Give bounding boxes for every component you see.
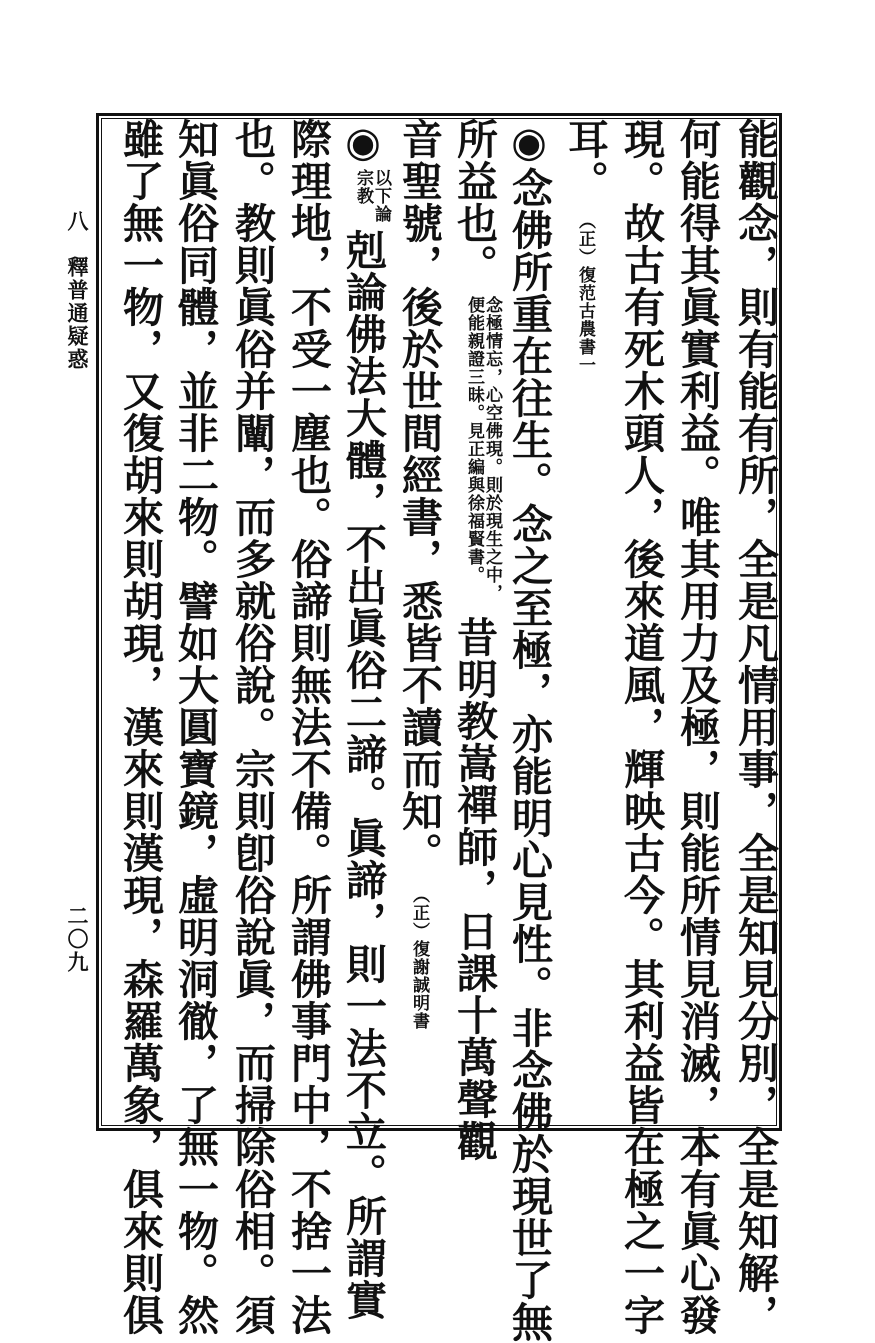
text-column-6 bbox=[452, 118, 501, 1162]
section-bullet: ◉ bbox=[339, 118, 387, 167]
text-column-2: 何能得其眞實利益。唯其用力及極，則能所情見消滅，本有眞心發 bbox=[673, 118, 721, 1336]
text-column-7 bbox=[397, 118, 441, 1030]
text-column-1: 能觀念，則有能有所，全是凡情用事，全是知見分別，全是知解， bbox=[731, 118, 779, 1336]
note-line-b: 便能親證三昧。見正編與徐福賢書。 bbox=[464, 296, 484, 584]
text-column-9: 際理地，不受一塵也。俗諦則無法不備。所謂佛事門中，不捨一法 bbox=[284, 118, 332, 1336]
interlinear-note bbox=[465, 296, 501, 602]
text-column-8 bbox=[341, 118, 390, 1321]
page-number: 二〇九 bbox=[65, 905, 90, 974]
text-column-3: 現。故古有死木頭人，後來道風，輝映古今。其利益皆在極之一字 bbox=[617, 118, 665, 1336]
section-note-a: 以下論 bbox=[371, 169, 391, 223]
text-column-12: 雖了無一物，又復胡來則胡現，漢來則漢現，森羅萬象，俱來則俱 bbox=[116, 118, 164, 1336]
section-note-b: 宗教 bbox=[353, 169, 373, 205]
note-line-a: 念極情忘，心空佛現。則於現生之中， bbox=[482, 296, 502, 602]
column-8-main: 剋論佛法大體，不出眞俗二諦。眞諦，則一法不立。所謂實 bbox=[339, 229, 387, 1321]
text-column-11: 知眞俗同體，並非二物。譬如大圓寶鏡，虛明洞徹，了無一物。然 bbox=[171, 118, 219, 1336]
section-note bbox=[354, 169, 390, 223]
column-7-main: 音聖號，後於世間經書，悉皆不讀而知。 bbox=[395, 118, 443, 874]
running-header: 八 釋普通疑惑 bbox=[65, 210, 90, 371]
source-note: （正）復謝誠明書 bbox=[409, 886, 429, 1030]
text-column-4 bbox=[563, 118, 607, 374]
column-6-main-a: 所益也。 bbox=[450, 118, 498, 286]
text-column-10: 也。教則眞俗并闡，而多就俗說。宗則卽俗說眞，而掃除俗相。須 bbox=[228, 118, 276, 1336]
source-note: （正）復范古農書一 bbox=[575, 212, 595, 374]
text-column-5: ◉念佛所重在往生。念之至極，亦能明心見性。非念佛於現世了無 bbox=[505, 118, 553, 1343]
column-4-main: 耳。 bbox=[561, 118, 609, 202]
column-6-main-b: 昔明教嵩禪師，日課十萬聲觀 bbox=[450, 616, 498, 1162]
